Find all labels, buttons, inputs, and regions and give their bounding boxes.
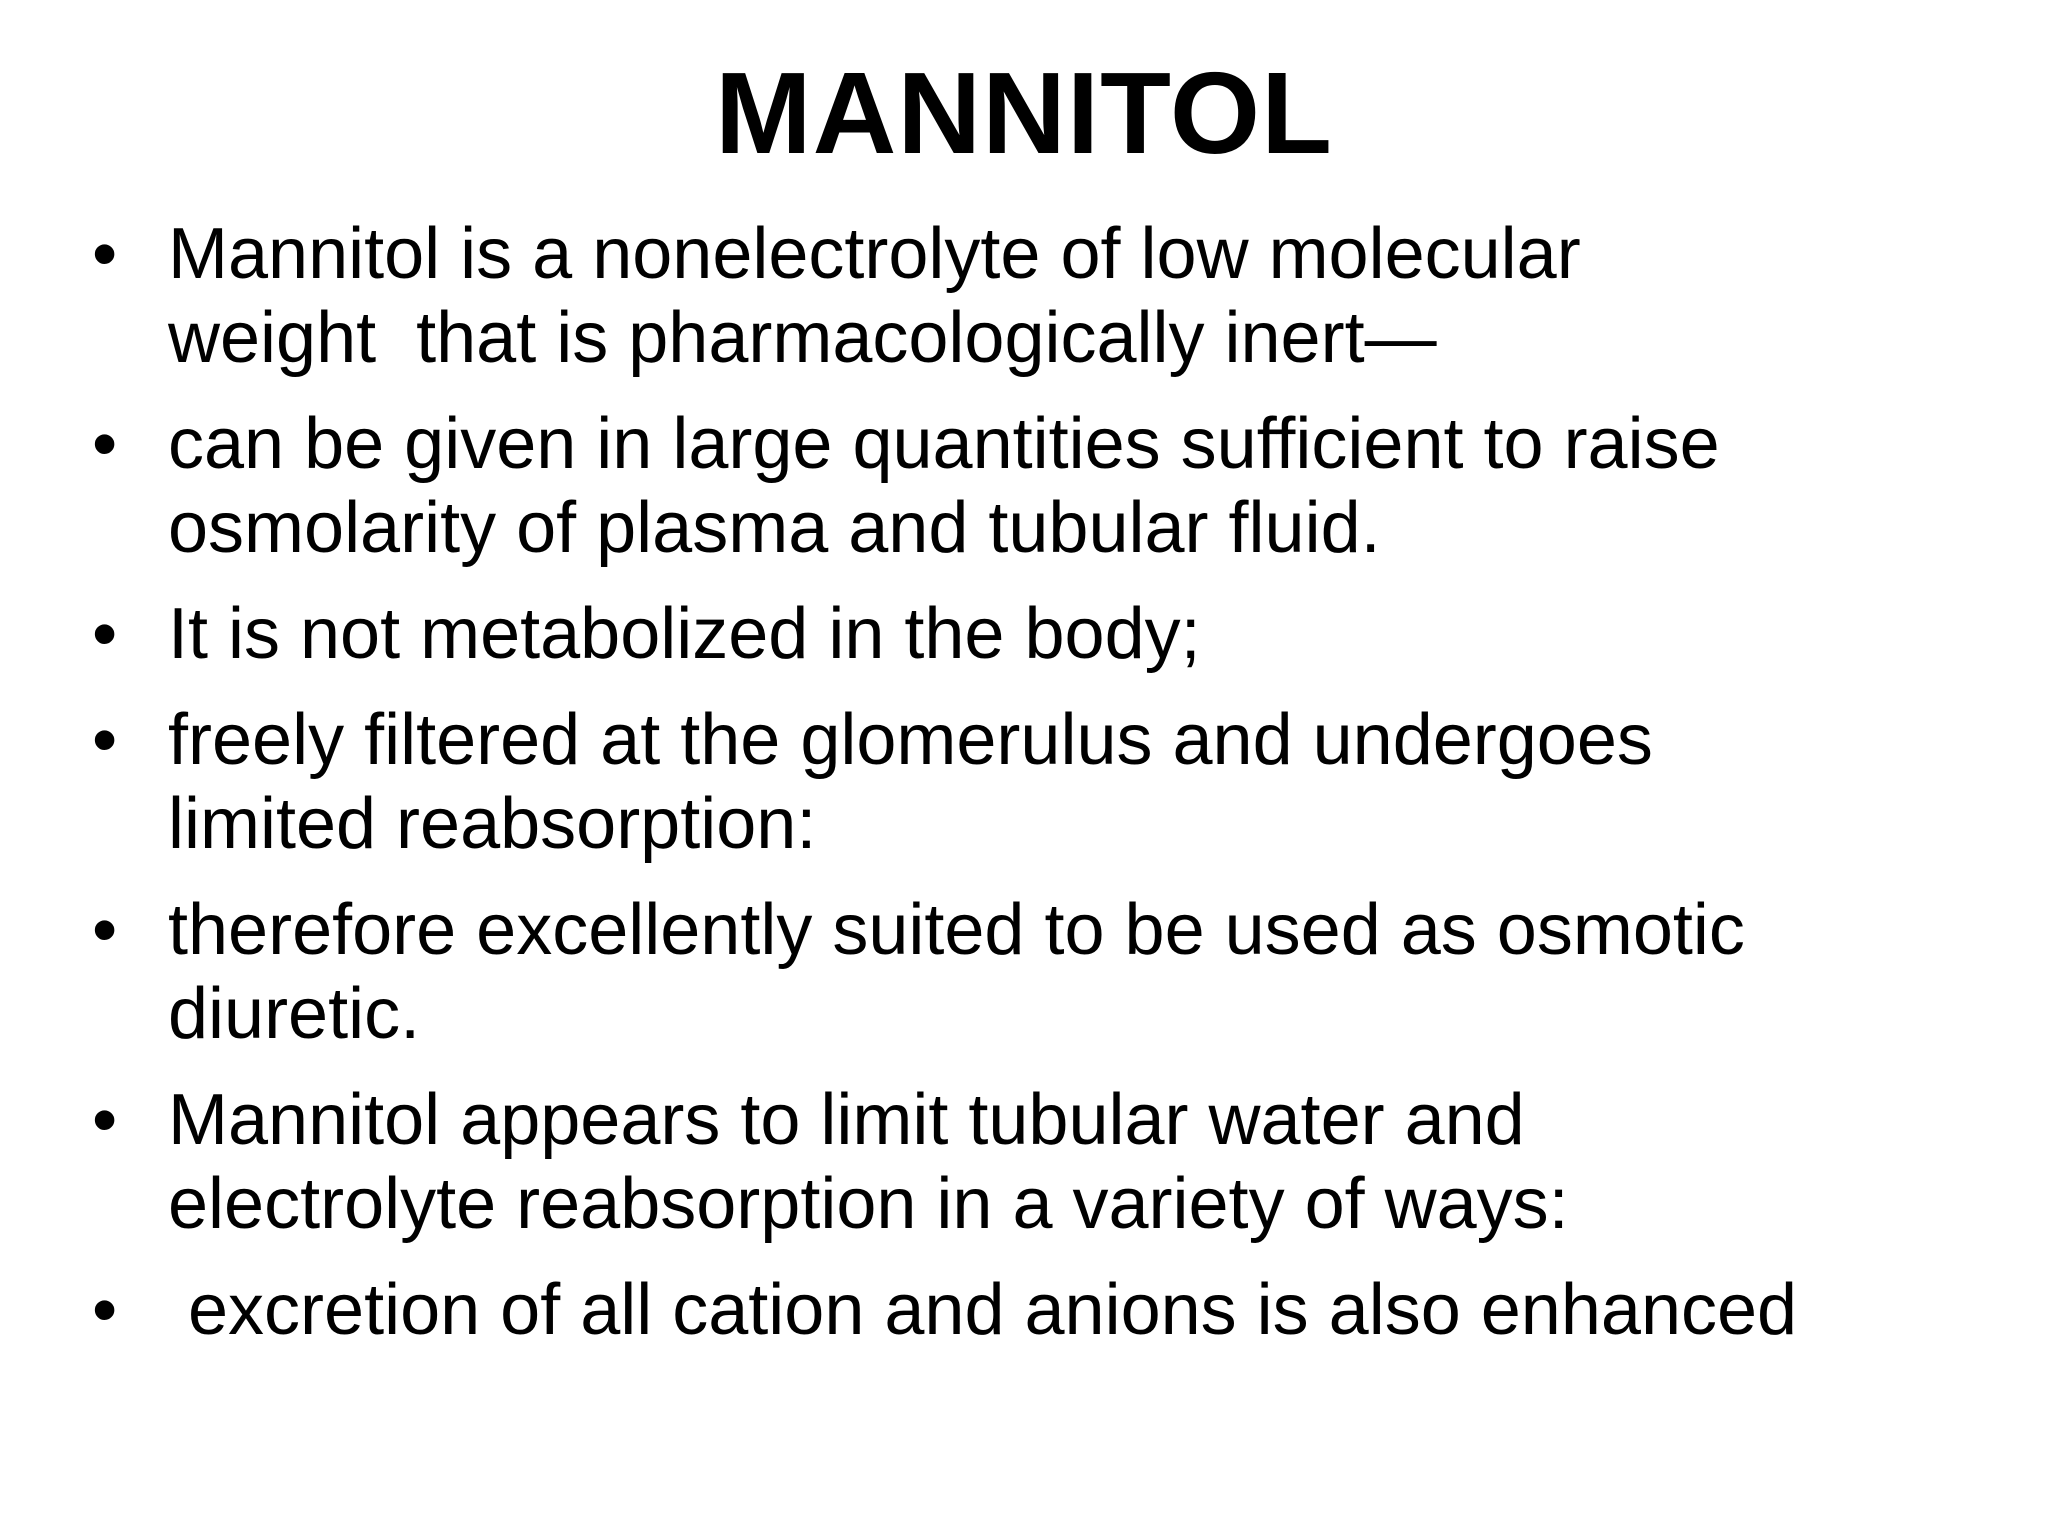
bullet-item (88, 402, 1988, 570)
bullet-line: Mannitol is a nonelectrolyte of low molecular (168, 214, 1581, 294)
bullet-item (88, 1268, 1988, 1352)
bullet-line: limited reabsorption: (168, 784, 817, 864)
bullet-item (88, 592, 1988, 676)
slide-title: MANNITOL (714, 48, 1334, 178)
bullet-dot-icon: • (92, 890, 118, 970)
bullet-dot-icon: • (92, 404, 118, 484)
bullet-line: excretion of all cation and anions is also enhanced (188, 1270, 1798, 1350)
bullet-item (88, 888, 1988, 1056)
bullet-line: It is not metabolized in the body; (168, 594, 1201, 674)
bullet-item (88, 212, 1988, 380)
bullet-dot-icon: • (92, 1270, 118, 1350)
bullet-line: weight that is pharmacologically inert— (168, 298, 1437, 378)
bullet-dot-icon: • (92, 1080, 118, 1160)
bullet-line: osmolarity of plasma and tubular fluid. (168, 488, 1381, 568)
bullet-line: therefore excellently suited to be used as osmotic (168, 890, 1745, 970)
bullet-line: diuretic. (168, 974, 421, 1054)
bullet-line: freely filtered at the glomerulus and undergoes (168, 700, 1653, 780)
bullet-line: electrolyte reabsorption in a variety of ways: (168, 1164, 1569, 1244)
bullet-line: Mannitol appears to limit tubular water and (168, 1080, 1525, 1160)
bullet-item (88, 1078, 1988, 1246)
bullet-dot-icon: • (92, 700, 118, 780)
bullet-dot-icon: • (92, 214, 118, 294)
bullet-list (88, 212, 1988, 1374)
bullet-dot-icon: • (92, 594, 118, 674)
bullet-line: can be given in large quantities sufficient to raise (168, 404, 1720, 484)
bullet-item (88, 698, 1988, 866)
